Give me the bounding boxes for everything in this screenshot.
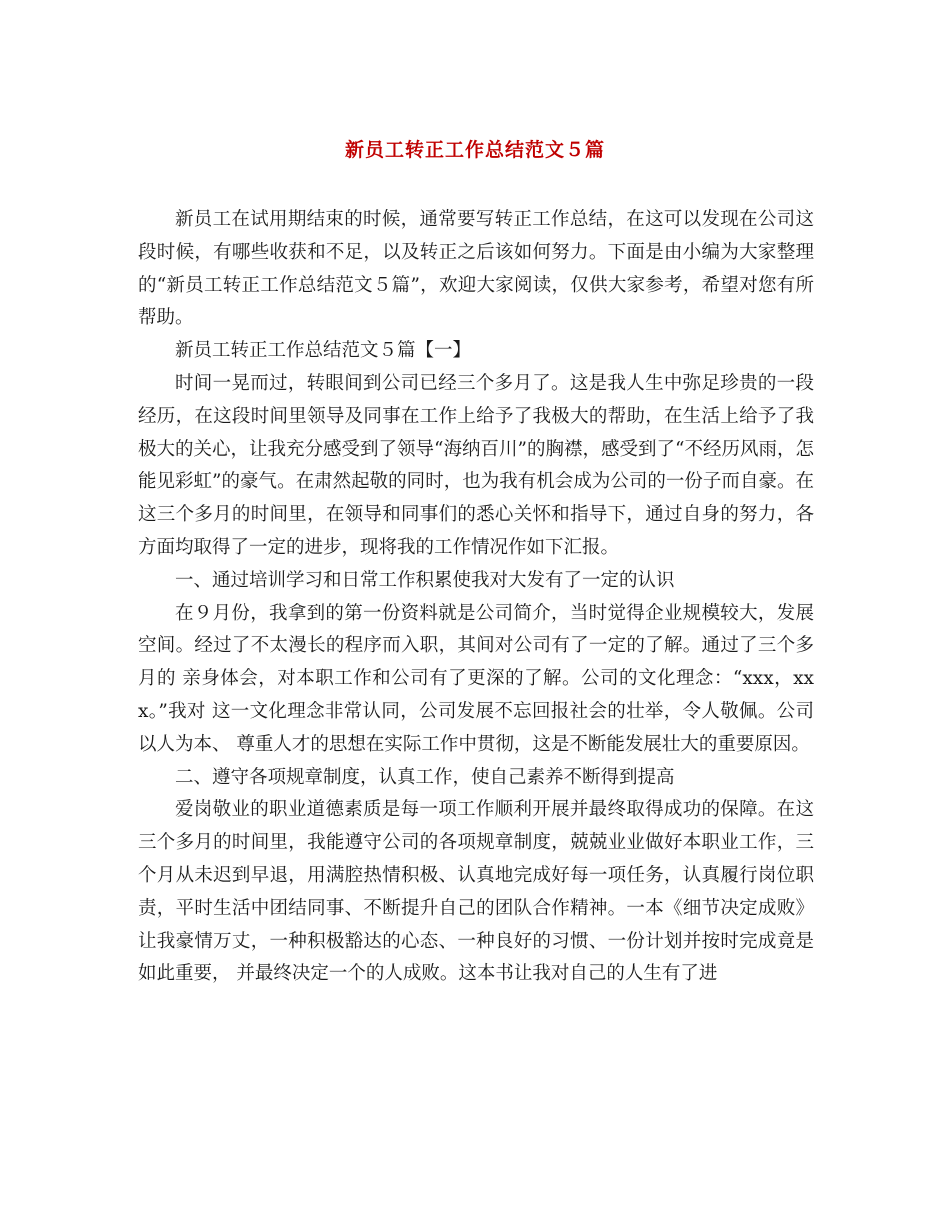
- document-title: 新员工转正工作总结范文５篇: [344, 139, 605, 161]
- subsection-heading: 一、通过培训学习和日常工作积累使我对大发有了一定的认识: [175, 569, 675, 591]
- paragraph: 在９月份，我拿到的第一份资料就是公司简介，当时觉得企业规模较大，发展空间。经过了不太漫长的程序而入职，其间对公司有了一定的了解。通过了三个多月的 亲身体会，对本职工作和公司有了更深的了解。公司的文化理念：“xxx，xxx。”我对 这一文化理念非常认同，公司发展不忘回报社会的壮举，令人敬佩。公司以人为本、 尊重人才的思想在实际工作中贯彻，这是不断能发展壮大的重要原因。: [138, 602, 814, 755]
- document-body: [138, 204, 814, 991]
- paragraph: 爱岗敬业的职业道德素质是每一项工作顺利开展并最终取得成功的保障。在这三个多月的时间里，我能遵守公司的各项规章制度，兢兢业业做好本职业工作，三个月从未迟到早退，用满腔热情积极、认真地完成好每一项任务，认真履行岗位职责，平时生活中团结同事、不断提升自己的团队合作精神。一本《细节决定成败》让我豪情万丈，一种积极豁达的心态、一种良好的习惯、一份计划并按时完成竟是如此重要， 并最终决定一个的人成败。这本书让我对自己的人生有了进: [138, 799, 814, 985]
- subsection-heading: 二、遵守各项规章制度，认真工作，使自己素养不断得到提高: [175, 766, 675, 788]
- paragraph-intro: 新员工在试用期结束的时候，通常要写转正工作总结，在这可以发现在公司这段时候，有哪些收获和不足，以及转正之后该如何努力。下面是由小编为大家整理的“新员工转正工作总结范文５篇”，欢迎大家阅读，仅供大家参考，希望对您有所帮助。: [138, 209, 814, 329]
- paragraph: 时间一晃而过，转眼间到公司已经三个多月了。这是我人生中弥足珍贵的一段经历，在这段时间里领导及同事在工作上给予了我极大的帮助，在生活上给予了我极大的关心，让我充分感受到了领导“海纳百川”的胸襟，感受到了“不经历风雨，怎能见彩虹”的豪气。在肃然起敬的同时，也为我有机会成为公司的一份子而自豪。在这三个多月的时间里，在领导和同事们的悉心关怀和指导下，通过自身的努力，各方面均取得了一定的进步，现将我的工作情况作如下汇报。: [138, 372, 814, 558]
- section-heading: 新员工转正工作总结范文５篇【一】: [175, 340, 472, 362]
